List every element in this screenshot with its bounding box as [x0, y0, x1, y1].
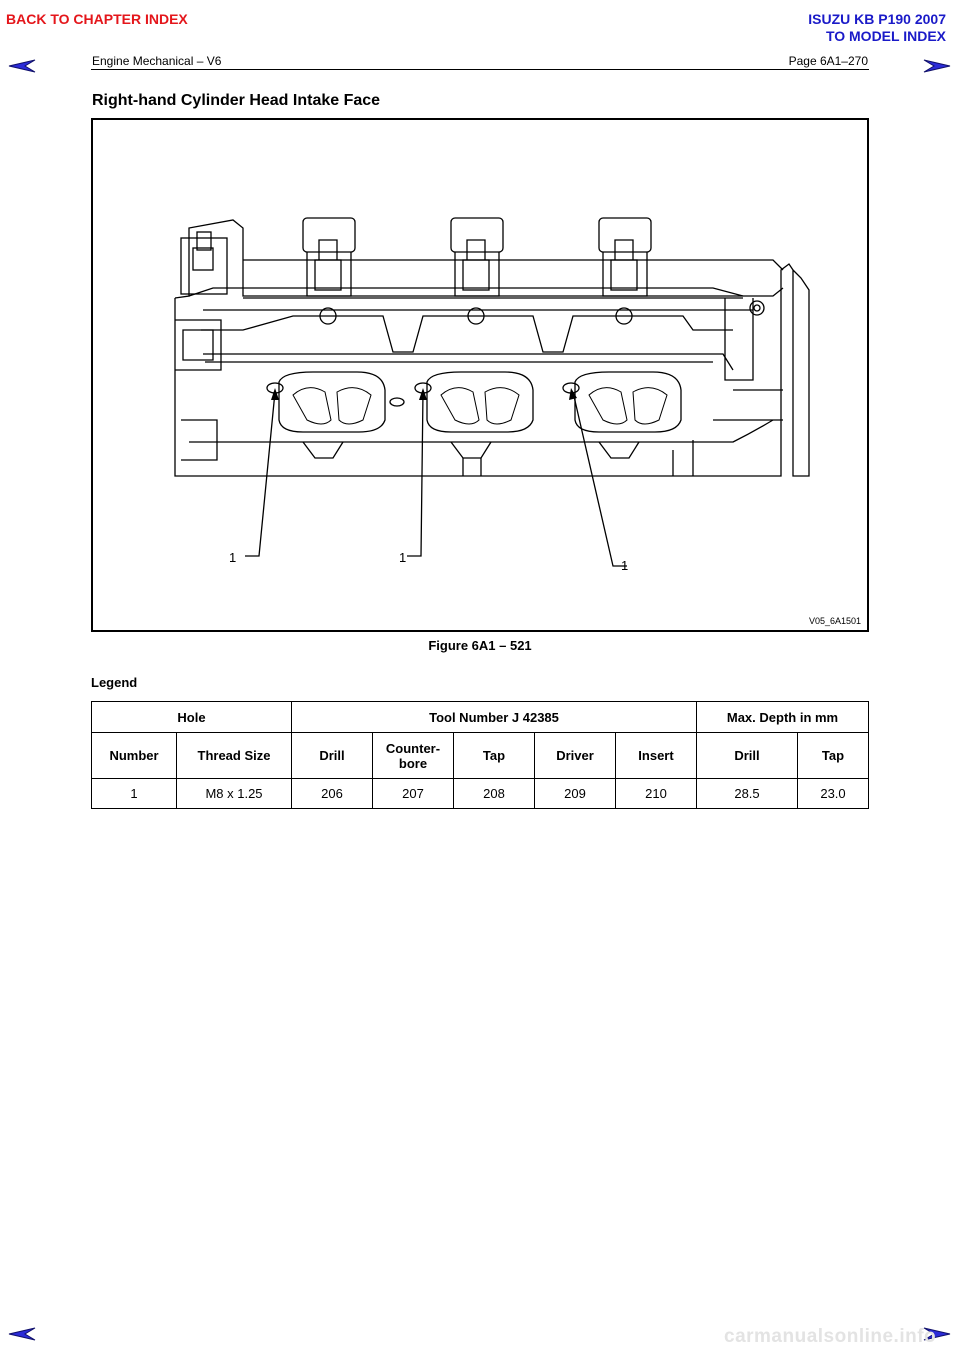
column-header: Thread Size — [177, 733, 292, 779]
figure-frame — [91, 118, 869, 632]
back-to-chapter-index-link[interactable]: BACK TO CHAPTER INDEX — [6, 11, 188, 27]
previous-page-arrow-icon-bottom[interactable] — [7, 1326, 37, 1342]
column-header: Drill — [292, 733, 373, 779]
previous-page-arrow-icon[interactable] — [7, 58, 37, 74]
watermark: carmanualsonline.info — [724, 1326, 937, 1347]
column-header: Insert — [616, 733, 697, 779]
callout-label-1a: 1 — [229, 550, 237, 565]
section-name: Engine Mechanical – V6 — [92, 54, 222, 68]
table-column-header-row — [92, 733, 869, 779]
next-page-arrow-icon[interactable] — [922, 58, 952, 74]
tool-group-header: Tool Number J 42385 — [292, 702, 697, 733]
table-cell: 23.0 — [798, 779, 869, 809]
depth-group-header: Max. Depth in mm — [697, 702, 869, 733]
table-cell: 210 — [616, 779, 697, 809]
table-row — [92, 779, 869, 809]
table-cell: 208 — [454, 779, 535, 809]
model-index-label[interactable]: TO MODEL INDEX — [825, 28, 946, 44]
header-rule — [91, 69, 869, 70]
page-number: Page 6A1–270 — [788, 54, 868, 68]
column-header: Tap — [798, 733, 869, 779]
page-title: Right-hand Cylinder Head Intake Face — [92, 92, 381, 109]
column-header: Tap — [454, 733, 535, 779]
table-cell: 206 — [292, 779, 373, 809]
table-cell: 207 — [373, 779, 454, 809]
column-header: Counter- bore — [373, 733, 454, 779]
model-title[interactable]: ISUZU KB P190 2007 — [808, 11, 946, 27]
hole-group-header: Hole — [92, 702, 292, 733]
legend-label: Legend — [91, 675, 138, 690]
model-index-link[interactable] — [706, 11, 946, 45]
cylinder-head-illustration — [93, 120, 867, 630]
table-cell: 209 — [535, 779, 616, 809]
table-group-header-row — [92, 702, 869, 733]
column-header: Driver — [535, 733, 616, 779]
table-cell: 1 — [92, 779, 177, 809]
column-header: Drill — [697, 733, 798, 779]
column-header: Number — [92, 733, 177, 779]
table-cell: M8 x 1.25 — [177, 779, 292, 809]
figure-caption: Figure 6A1 – 521 — [428, 638, 532, 653]
callout-label-1b: 1 — [399, 550, 407, 565]
figure-code: V05_6A1501 — [808, 616, 861, 626]
callout-label-1c: 1 — [621, 558, 629, 573]
tool-spec-table — [91, 701, 869, 809]
table-cell: 28.5 — [697, 779, 798, 809]
